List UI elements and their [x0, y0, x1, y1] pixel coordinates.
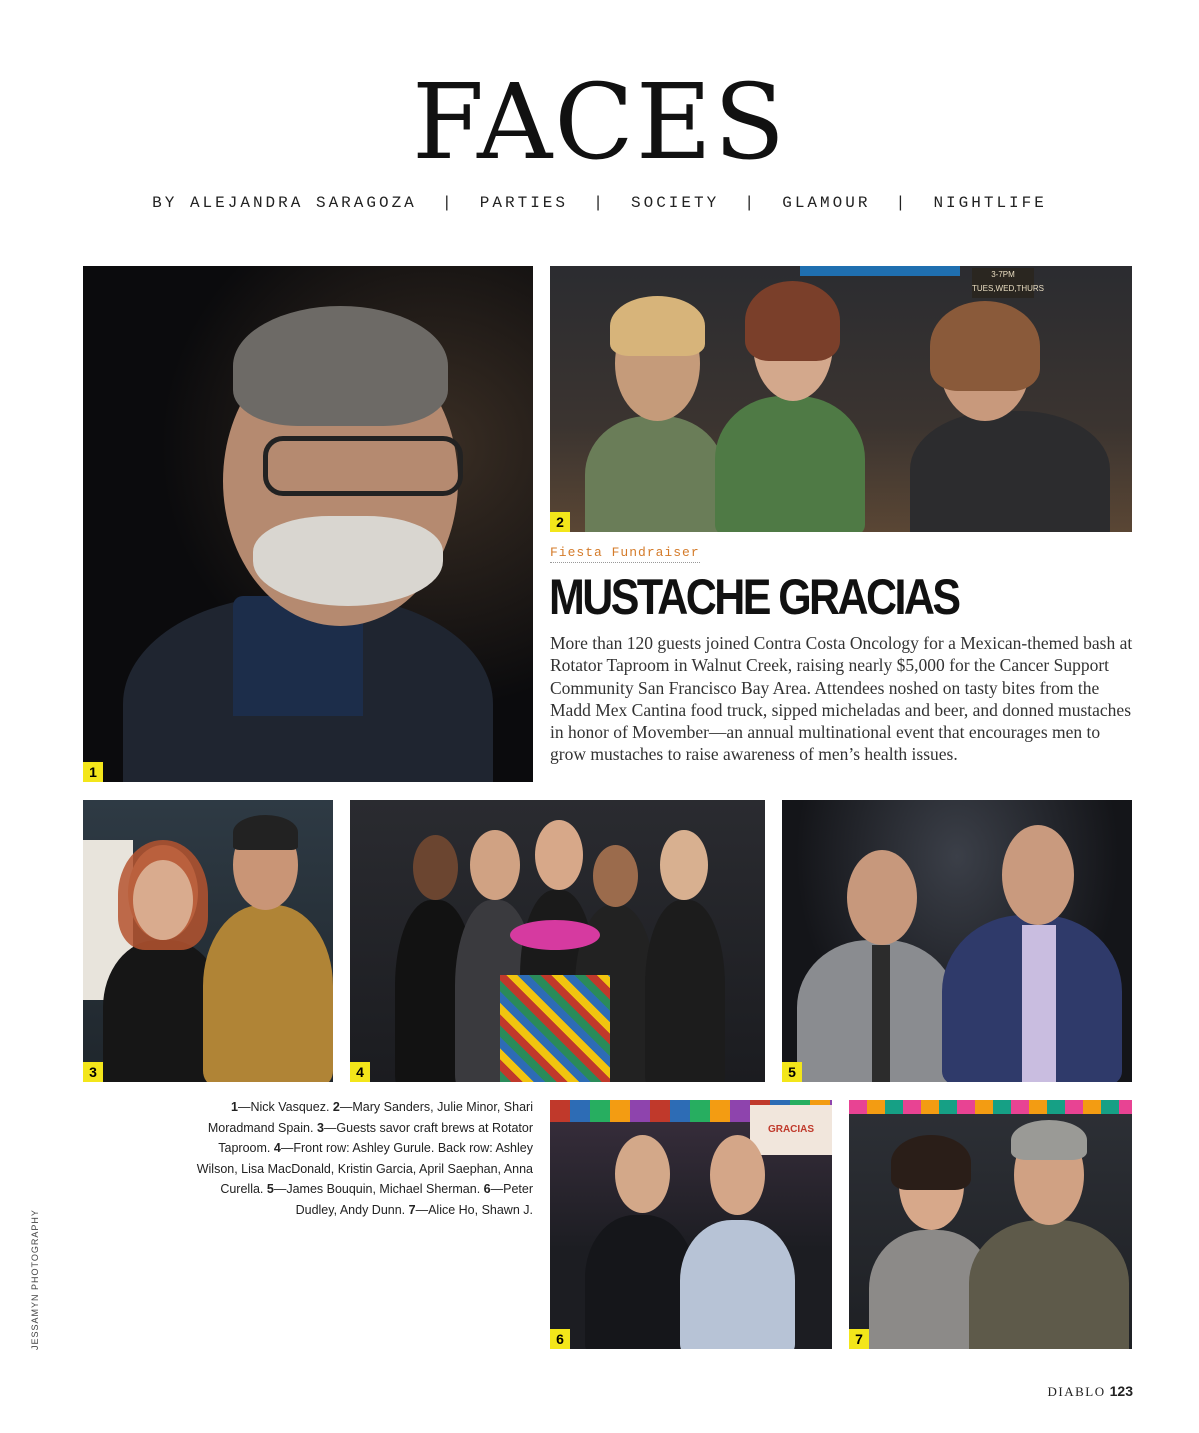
photo-6 [550, 1100, 832, 1349]
caption-text: —Peter Dudley, Andy Dunn. [295, 1182, 533, 1217]
caption-text: —Nick Vasquez. [237, 1100, 333, 1114]
papel-picado-banner [849, 1100, 1132, 1114]
photo-7 [849, 1100, 1132, 1349]
photo-credit: JESSAMYN PHOTOGRAPHY [30, 1209, 40, 1350]
photo-captions [180, 1097, 533, 1220]
masthead-title: FACES [412, 61, 787, 183]
photo-number-badge: 1 [83, 762, 103, 782]
photo-2 [550, 266, 1132, 532]
caption-text: —Guests savor craft brews at Rotator Taproom. [218, 1120, 533, 1155]
magazine-name: DIABLO [1047, 1384, 1106, 1399]
photo-number-badge: 2 [550, 512, 570, 532]
caption-number: 5 [266, 1182, 274, 1196]
caption-number: 2 [332, 1100, 340, 1114]
article-headline: MUSTACHE GRACIAS [549, 569, 959, 625]
photo-1 [83, 266, 533, 782]
photo-number-badge: 5 [782, 1062, 802, 1082]
caption-text: —James Bouquin, Michael Sherman. [273, 1182, 484, 1196]
person-silhouette [645, 830, 725, 1082]
person-silhouette [969, 1120, 1129, 1349]
person-silhouette [585, 1130, 695, 1349]
caption-text: —Mary Sanders, Julie Minor, Shari Moradmand Spain. [207, 1100, 533, 1135]
section-nav: BY ALEJANDRA SARAGOZA | PARTIES | SOCIETY | GLAMOUR | NIGHTLIFE [152, 194, 1047, 212]
gracias-sign: GRACIAS [750, 1105, 832, 1155]
caption-number: 6 [483, 1182, 491, 1196]
caption-text: —Front row: Ashley Gurule. Back row: Ashley Wilson, Lisa MacDonald, Kristin Garcia, April Saephan, Anna Curella. [196, 1141, 533, 1196]
page-number: 123 [1109, 1383, 1133, 1399]
photo-number-badge: 7 [849, 1329, 869, 1349]
folio [1048, 1383, 1133, 1400]
photo-number-badge: 6 [550, 1329, 570, 1349]
person-silhouette [680, 1135, 795, 1349]
caption-number: 7 [408, 1202, 416, 1217]
photo-number-badge: 4 [350, 1062, 370, 1082]
person-silhouette [585, 296, 725, 532]
article-body: More than 120 guests joined Contra Costa Oncology for a Mexican-themed bash at Rotator Taproom in Walnut Creek, raising nearly $5,000 for the Cancer Support Community San Francisco Bay Area. Attendees noshed on tasty bites from the Madd Mex Cantina food truck, sipped micheladas and beer, and donned mustaches in honor of Movember—an annual multinational event that encourages men to grow mustaches to raise awareness of men’s health issues. [550, 633, 1133, 765]
photo-number-badge: 3 [83, 1062, 103, 1082]
photo-5 [782, 800, 1132, 1082]
caption-text: —Alice Ho, Shawn J. [415, 1202, 533, 1217]
person-silhouette [83, 266, 533, 782]
photo-4 [350, 800, 765, 1082]
caption-number: 4 [273, 1141, 281, 1155]
person-silhouette [942, 820, 1122, 1082]
serape [500, 975, 610, 1082]
article-kicker: Fiesta Fundraiser [550, 545, 700, 563]
tv-screen [800, 266, 960, 276]
person-silhouette [715, 281, 865, 532]
sombrero [510, 920, 600, 950]
bar-sign: 3-7PM TUES,WED,THURS [972, 268, 1034, 298]
photo-3 [83, 800, 333, 1082]
person-silhouette [203, 815, 333, 1082]
person-silhouette [797, 845, 957, 1082]
caption-number: 1 [231, 1100, 238, 1114]
caption-number: 3 [316, 1120, 324, 1135]
person-silhouette [900, 301, 1110, 532]
